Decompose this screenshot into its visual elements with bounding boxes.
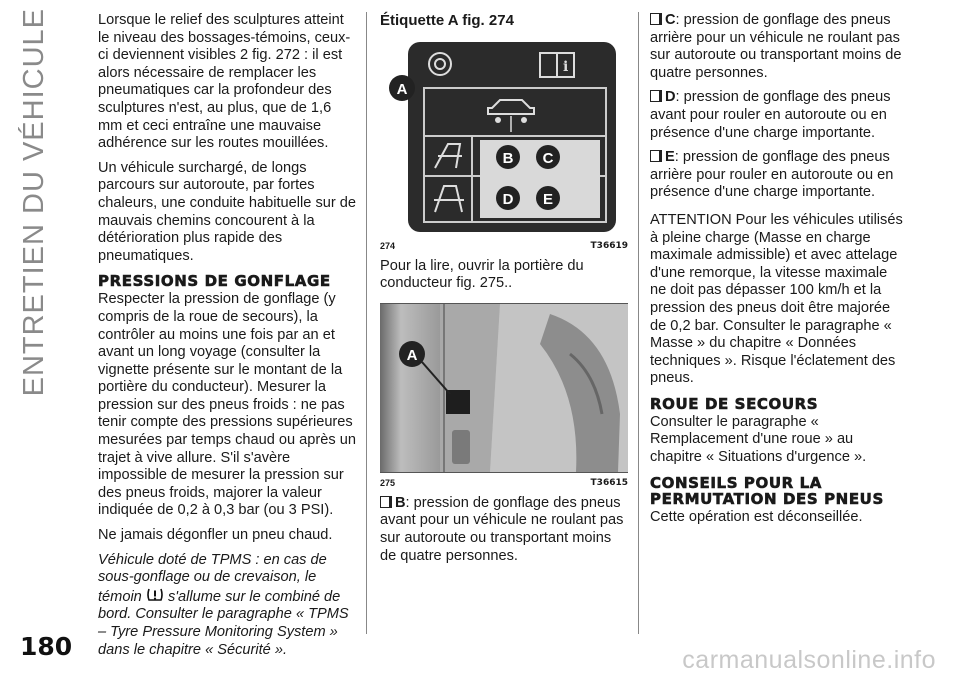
heading-spare-wheel: ROUE DE SECOURS [650,394,819,413]
item-b-text: : pression de gonflage des pneus avant pour un véhicule ne roulant pas sur autoroute ou transportant moins de quatre personnes. [380,494,624,564]
paragraph-no-deflate: Ne jamais dégonfler un pneu chaud. [98,527,333,544]
bullet-icon [650,150,662,162]
item-b-letter: B [395,494,406,511]
item-d [650,89,906,142]
svg-text:A: A [406,346,418,364]
svg-text:i: i [563,58,569,75]
figure-274 [380,36,628,236]
svg-text:B: B [502,149,514,167]
heading-tyre-rotation: CONSEILS POUR LA PERMUTATION DES PNEUS [650,473,884,508]
figure-274-number: 274 [380,240,396,251]
callout-a-274 [389,75,415,101]
paragraph-open-door: Pour la lire, ouvrir la portière du conducteur fig. 275.. [380,257,584,292]
paragraph-tread-wear: Lorsque le relief des sculptures atteint le niveau des bossages-témoins, ceux-ci deviennent visibles 2 fig. 272 : il est alors nécessaire de remplacer les pneumatiques car la profondeur des sculptures n'est, au plus, que de 1,6 mm et ceci entraîne une mauvaise adhérence sur les routes mouillées. [98,12,351,152]
column-1 [98,12,358,666]
paragraph-spare-wheel: Consulter le paragraphe « Remplacement d'une roue » au chapitre « Situations d'urgence ». [650,413,867,466]
figure-275-image [380,304,628,472]
figure-274-heading: Étiquette A fig. 274 [380,12,514,29]
column-divider-2 [638,12,639,634]
item-c [650,12,906,82]
callout-a-275 [399,341,425,367]
bullet-icon [650,13,662,25]
item-c-text: : pression de gonflage des pneus arrière pour un véhicule ne roulant pas sur autoroute ou transportant moins de quatre personnes. [650,12,902,81]
heading-inflation-pressure: PRESSIONS DE GONFLAGE [98,272,331,291]
chapter-title-text: ENTRETIEN DU VÉHICULE [17,8,50,397]
paragraph-overload: Un véhicule surchargé, de longs parcours sur autoroute, par fortes chaleurs, une conduite habituelle sur de mauvais chemins concourent à la détérioration plus rapide des pneumatiques. [98,159,356,264]
figure-274-caption [380,238,628,252]
label-cell-b [496,145,520,169]
chapter-side-title [8,8,60,408]
svg-text:C: C [542,149,554,167]
figure-275-number: 275 [380,477,396,488]
paragraph-attention: ATTENTION Pour les véhicules utilisés à pleine charge (Masse en charge maximale admissible) et avec attelage d'une remorque, la vitesse maximale ne doit pas dépasser 100 km/h et la pression des pneus doit être majorée de 0,2 bar. Consulter le paragraphe « Masse » du chapitre « Données techniques ». Risque l'éclatement des pneus. [650,211,903,387]
figure-274-image [380,36,628,236]
paragraph-tpms-note [98,552,358,660]
paragraph-pressure-check: Respecter la pression de gonflage (y compris de la roue de secours), la contrôler au moins une fois par an et avant un long voyage (consulter la vignette présente sur le montant de la portière du conducteur). Mesurer la pression sur des pneus froids : ne pas tenir compte des pressions supérieures mesurées par temps chaud ou après un trajet à vive allure. S'il s'avère impossible de mesurer la pression sur des pneus froids, majorer la valeur indiquée de 0,2 à 0,3 bar (ou 3 PSI). [98,291,356,519]
watermark: carmanualsonline.info [682,646,936,674]
column-2 [380,12,628,572]
page-number: 180 [20,632,73,661]
tyre-pressure-warning-icon [146,587,164,603]
label-cell-d [496,186,520,210]
svg-text:A: A [396,80,408,98]
figure-275-code: T36615 [590,477,628,488]
item-e [650,149,906,202]
item-b [380,495,628,565]
svg-text:D: D [502,190,514,208]
figure-275-caption [380,475,628,489]
item-e-text: : pression de gonflage des pneus arrière pour rouler en autoroute ou en présence d'une charge importante. [650,149,894,201]
tpms-note-part2: s'allume sur le combiné de bord. Consulter le paragraphe « TPMS – Tyre Pressure Monitoring System » dans le chapitre « Sécurité ». [98,588,349,658]
bullet-icon [380,496,392,508]
label-cell-c [536,145,560,169]
label-cell-e [536,186,560,210]
paragraph-tyre-rotation: Cette opération est déconseillée. [650,508,863,525]
item-e-letter: E [665,149,675,166]
column-3 [650,12,906,533]
item-d-letter: D [665,89,676,106]
svg-text:E: E [542,190,554,208]
bullet-icon [650,90,662,102]
figure-274-code: T36619 [590,240,628,251]
column-divider-1 [366,12,367,634]
tpms-note-part1: Véhicule doté de TPMS : en cas de sous-gonflage ou de crevaison, le témoin [98,551,327,605]
figure-275 [380,303,628,473]
item-c-letter: C [665,12,676,28]
item-d-text: : pression de gonflage des pneus avant pour rouler en autoroute ou en présence d'une charge importante. [650,89,891,141]
